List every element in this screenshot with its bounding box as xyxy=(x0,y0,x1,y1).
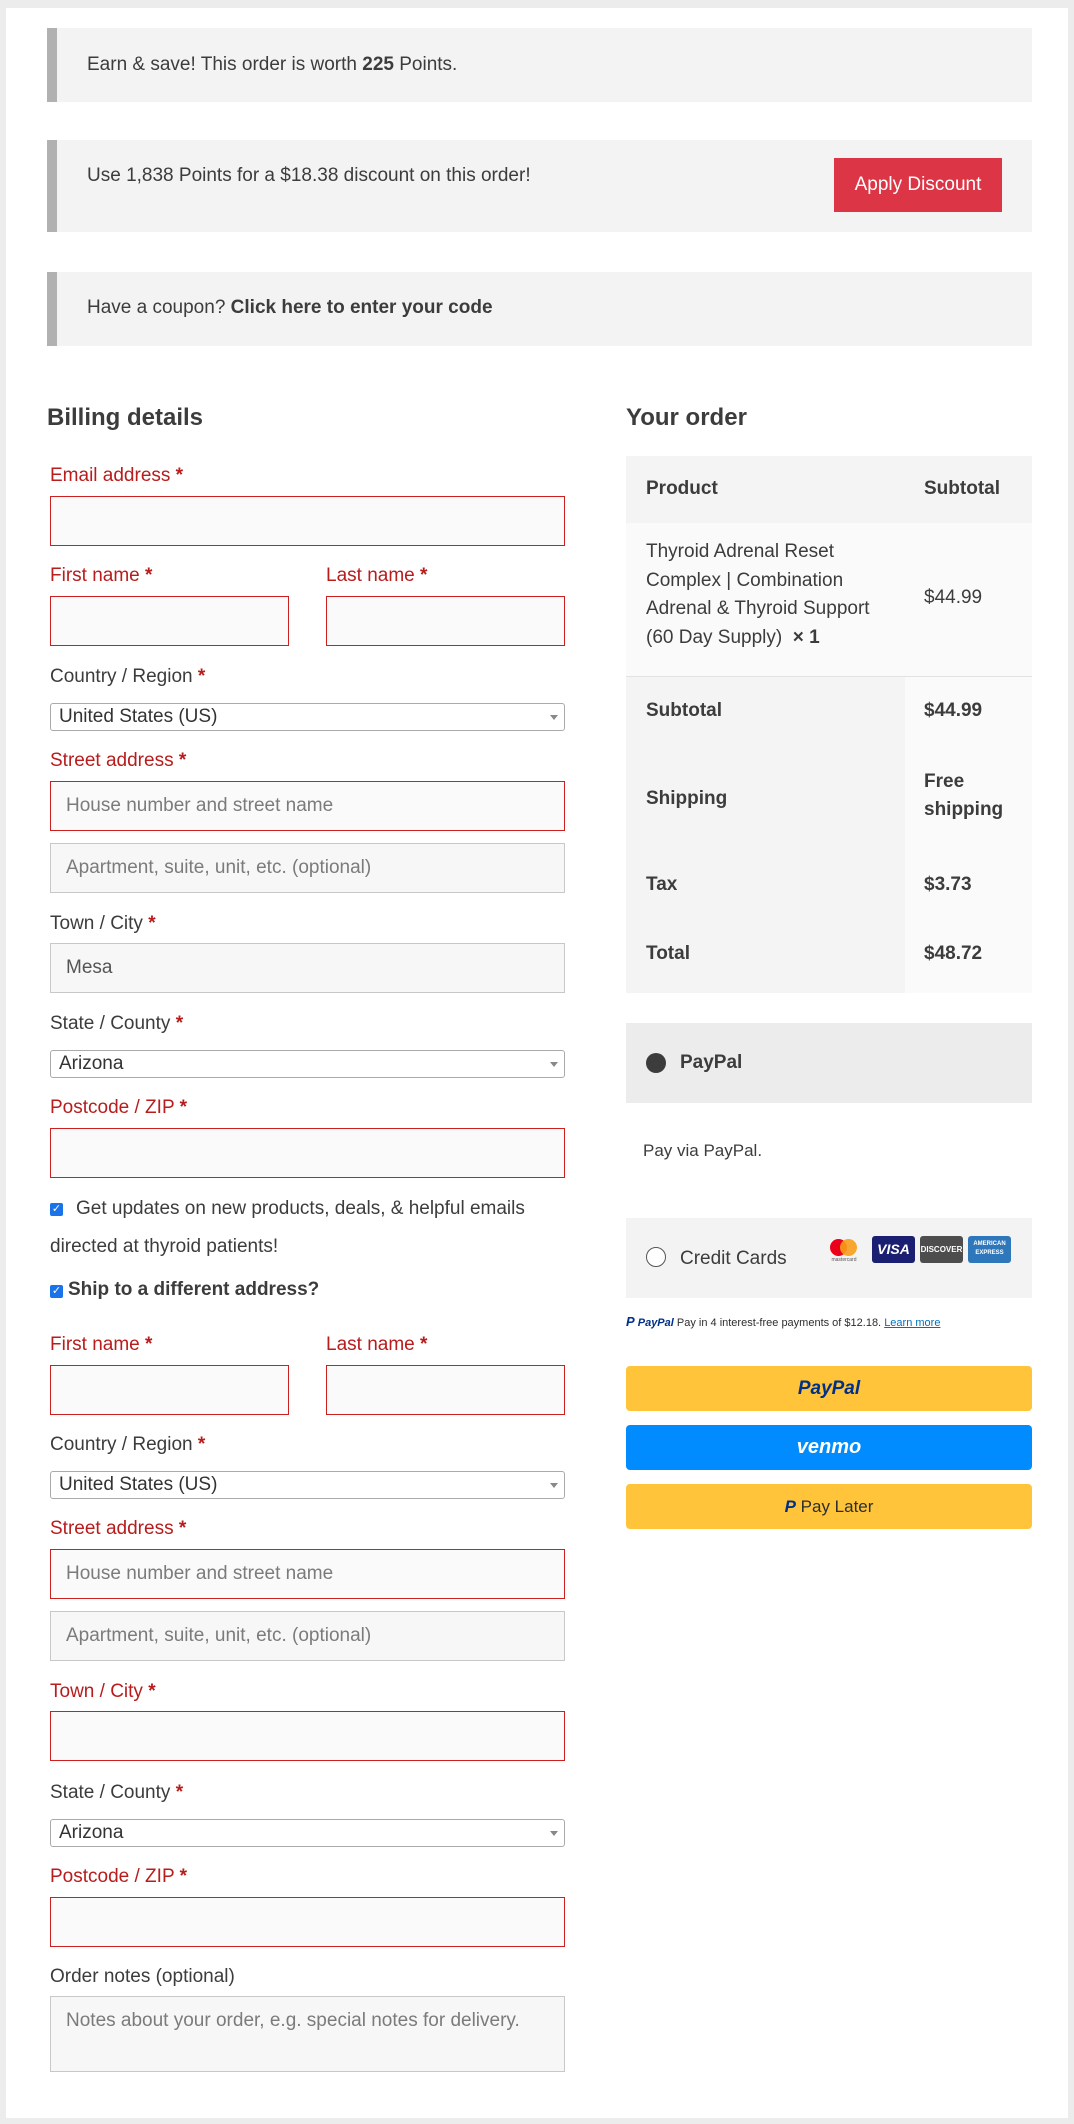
shipping-street-input[interactable] xyxy=(50,1549,565,1599)
updates-checkbox[interactable]: ✓ xyxy=(51,1203,62,1215)
shipping-country-select[interactable]: United States (US) xyxy=(50,1471,565,1499)
paylater-text: Pay in 4 interest-free payments of $12.18. xyxy=(676,1317,882,1329)
subtotal-value: $44.99 xyxy=(924,700,983,721)
shipping-country-label: Country / Region * xyxy=(50,1434,206,1455)
chevron-down-icon xyxy=(550,1062,558,1067)
order-title: Your order xyxy=(626,404,747,431)
earn-points-notice xyxy=(47,28,1032,102)
billing-apartment-input[interactable] xyxy=(50,843,565,893)
billing-first-name-label: First name * xyxy=(50,565,153,586)
earn-points-text: Earn & save! This order is worth 225 Points. xyxy=(87,54,458,75)
paylater-message: P PayPal Pay in 4 interest-free payments of $12.18. Learn more xyxy=(626,1314,941,1329)
learn-more-link[interactable]: Learn more xyxy=(884,1317,941,1329)
apply-discount-button[interactable]: Apply Discount xyxy=(834,158,1002,212)
totals-labels xyxy=(626,677,905,993)
total-value: $48.72 xyxy=(924,943,983,964)
coupon-notice xyxy=(47,272,1032,346)
order-notes-label: Order notes (optional) xyxy=(50,1966,235,1987)
venmo-checkout-button[interactable]: venmo xyxy=(626,1425,1032,1470)
checkout-page xyxy=(6,8,1068,2118)
billing-state-label: State / County * xyxy=(50,1013,184,1034)
shipping-street-label: Street address * xyxy=(50,1518,187,1539)
tax-value: $3.73 xyxy=(924,874,972,895)
visa-icon: VISA xyxy=(872,1236,915,1263)
shipping-state-select[interactable]: Arizona xyxy=(50,1819,565,1847)
coupon-link[interactable]: Click here to enter your code xyxy=(230,297,493,318)
billing-title: Billing details xyxy=(47,404,204,431)
paypal-checkout-button[interactable]: PayPal xyxy=(626,1366,1032,1411)
ship-different-label[interactable]: Ship to a different address? xyxy=(68,1279,320,1300)
ship-different-checkbox[interactable]: ✓ xyxy=(51,1285,62,1297)
shipping-value: Free shipping xyxy=(924,771,1004,820)
billing-first-name-input[interactable] xyxy=(50,596,289,646)
order-table-header xyxy=(626,456,1032,523)
billing-street-input[interactable] xyxy=(50,781,565,831)
shipping-city-label: Town / City * xyxy=(50,1681,156,1702)
shipping-first-name-input[interactable] xyxy=(50,1365,289,1415)
shipping-label: Shipping xyxy=(646,788,728,809)
product-price: $44.99 xyxy=(924,587,983,608)
shipping-apartment-input[interactable] xyxy=(50,1611,565,1661)
billing-zip-label: Postcode / ZIP * xyxy=(50,1097,187,1118)
points-discount-text: Use 1,838 Points for a $18.38 discount on this order! xyxy=(87,165,531,186)
updates-text-line2: directed at thyroid patients! xyxy=(50,1236,279,1257)
order-item-row xyxy=(626,523,1032,677)
totals-values xyxy=(905,677,1032,993)
email-input[interactable] xyxy=(50,496,565,546)
product-column-header: Product xyxy=(646,478,718,499)
billing-zip-input[interactable] xyxy=(50,1128,565,1178)
shipping-state-label: State / County * xyxy=(50,1782,184,1803)
amex-icon: AMERICAN EXPRESS xyxy=(968,1236,1011,1263)
credit-cards-label: Credit Cards xyxy=(680,1248,787,1269)
paypal-radio[interactable] xyxy=(646,1053,666,1073)
billing-country-select[interactable]: United States (US) xyxy=(50,703,565,731)
paypal-description: Pay via PayPal. xyxy=(643,1141,763,1160)
paypal-logo-icon: P xyxy=(626,1314,635,1329)
billing-city-input[interactable] xyxy=(50,943,565,993)
shipping-last-name-label: Last name * xyxy=(326,1334,428,1355)
total-label: Total xyxy=(646,943,690,964)
billing-last-name-input[interactable] xyxy=(326,596,565,646)
paypal-method-row[interactable] xyxy=(626,1023,1032,1103)
paylater-checkout-button[interactable]: P Pay Later xyxy=(626,1484,1032,1529)
shipping-last-name-input[interactable] xyxy=(326,1365,565,1415)
product-quantity: × 1 xyxy=(792,626,820,648)
paypal-method-label: PayPal xyxy=(680,1052,743,1073)
billing-state-select[interactable]: Arizona xyxy=(50,1050,565,1078)
shipping-first-name-label: First name * xyxy=(50,1334,153,1355)
updates-text-line1: Get updates on new products, deals, & helpful emails xyxy=(76,1198,525,1219)
email-label: Email address * xyxy=(50,465,184,486)
billing-street-label: Street address * xyxy=(50,750,187,771)
mastercard-icon: mastercard xyxy=(824,1236,864,1263)
subtotal-label: Subtotal xyxy=(646,700,722,721)
chevron-down-icon xyxy=(550,1483,558,1488)
paypal-p-icon: P xyxy=(784,1497,796,1516)
billing-last-name-label: Last name * xyxy=(326,565,428,586)
points-discount-notice xyxy=(47,140,1032,232)
product-name: Thyroid Adrenal Reset Complex | Combination Adrenal & Thyroid Support (60 Day Supply) × 1 xyxy=(646,541,870,648)
billing-country-label: Country / Region * xyxy=(50,666,206,687)
order-notes-textarea[interactable] xyxy=(50,1996,565,2072)
shipping-zip-input[interactable] xyxy=(50,1897,565,1947)
billing-city-label: Town / City * xyxy=(50,913,156,934)
chevron-down-icon xyxy=(550,1831,558,1836)
tax-label: Tax xyxy=(646,874,678,895)
credit-cards-radio[interactable] xyxy=(646,1247,666,1267)
earn-points-value: 225 xyxy=(362,54,394,75)
discover-icon: DISCOVER xyxy=(920,1236,963,1263)
shipping-city-input[interactable] xyxy=(50,1711,565,1761)
coupon-prompt: Have a coupon? xyxy=(87,297,231,318)
chevron-down-icon xyxy=(550,715,558,720)
shipping-zip-label: Postcode / ZIP * xyxy=(50,1866,187,1887)
subtotal-column-header: Subtotal xyxy=(924,478,1000,499)
